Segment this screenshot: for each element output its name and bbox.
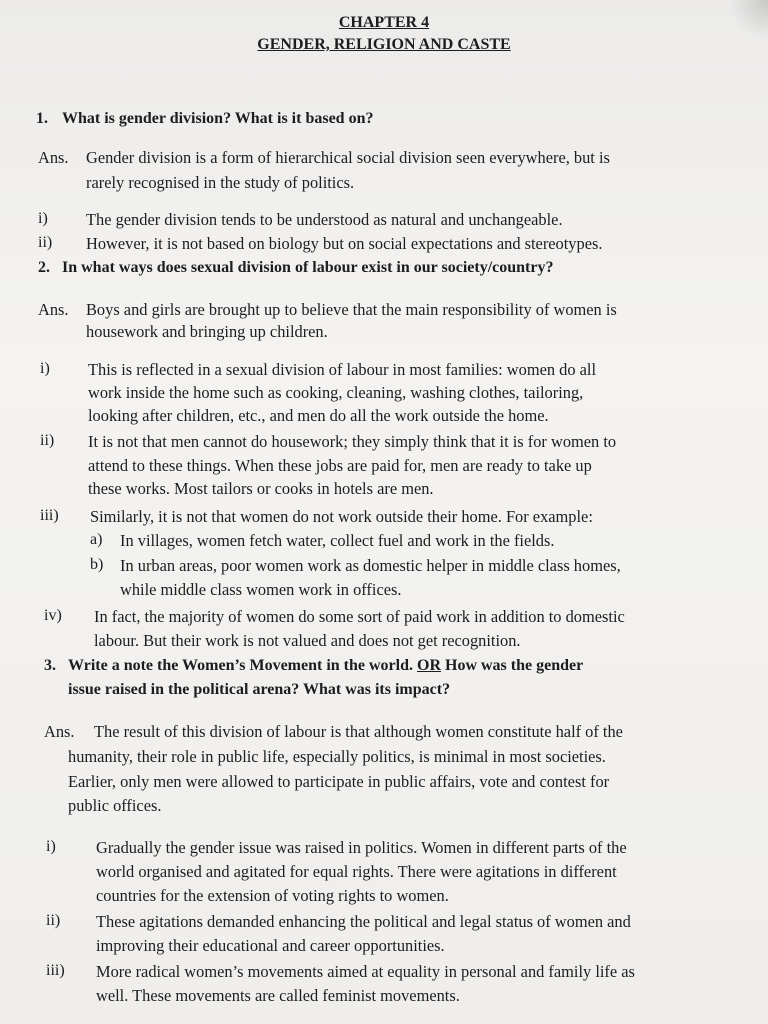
q2-point-text: looking after children, etc., and men do all the work outside the home.: [88, 406, 549, 425]
question-1-text: What is gender division? What is it based on?: [62, 110, 374, 127]
q2-point-text: Similarly, it is not that women do not work outside their home. For example:: [90, 507, 593, 526]
q1-point-text: The gender division tends to be understood as natural and unchangeable.: [86, 210, 563, 229]
q2-subpoint-text: In urban areas, poor women work as domestic helper in middle class homes,: [120, 556, 621, 575]
q3-point-text: These agitations demanded enhancing the political and legal status of women and: [96, 912, 631, 931]
q2-point-text: It is not that men cannot do housework; they simply think that it is for women to: [88, 432, 617, 451]
or-separator: OR: [417, 657, 441, 674]
q3-point-text: countries for the extension of voting rights to women.: [96, 886, 449, 905]
q1-point-text: However, it is not based on biology but on social expectations and stereotypes.: [86, 234, 603, 253]
q2-point-marker: i): [40, 360, 50, 377]
q3-answer-line: Earlier, only men were allowed to participate in public affairs, vote and contest for: [68, 772, 610, 791]
q3-point-text: More radical women’s movements aimed at equality in personal and family life as: [96, 962, 635, 981]
q3-answer-line: The result of this division of labour is that although women constitute half of the: [94, 722, 623, 741]
q2-point-text: these works. Most tailors or cooks in hotels are men.: [88, 479, 434, 498]
question-1-number: 1.: [36, 110, 48, 127]
q2-point-marker: iii): [40, 507, 59, 524]
q2-answer-line: housework and bringing up children.: [86, 322, 328, 341]
q2-point-marker: ii): [40, 432, 55, 449]
chapter-title: GENDER, RELIGION AND CASTE: [257, 36, 511, 53]
q3-point-marker: iii): [46, 962, 65, 979]
q3-point-marker: i): [46, 838, 56, 855]
q3-point-text: Gradually the gender issue was raised in politics. Women in different parts of the: [96, 838, 627, 857]
q1-point-marker: ii): [38, 234, 53, 251]
question-3-text: Write a note the Women’s Movement in the world. OR How was the gender: [68, 657, 584, 674]
question-3-text-line2: issue raised in the political arena? What was its impact?: [68, 681, 451, 698]
q3-answer-line: public offices.: [68, 796, 162, 815]
q2-point-text: In fact, the majority of women do some sort of paid work in addition to domestic: [94, 607, 625, 626]
q2-subpoint-marker: b): [90, 556, 104, 573]
q2-point-text: This is reflected in a sexual division of labour in most families: women do all: [88, 360, 597, 379]
q1-ans-label: Ans.: [38, 148, 69, 167]
q2-point-text: work inside the home such as cooking, cleaning, washing clothes, tailoring,: [88, 383, 584, 402]
q1-point-marker: i): [38, 210, 48, 227]
q3-ans-label: Ans.: [44, 722, 75, 741]
q2-point-text: attend to these things. When these jobs are paid for, men are ready to take up: [88, 456, 592, 475]
q3-point-text: well. These movements are called feminist movements.: [96, 986, 460, 1005]
q2-ans-label: Ans.: [38, 300, 69, 319]
q1-answer-line: rarely recognised in the study of politics.: [86, 173, 355, 192]
q2-subpoint-marker: a): [90, 531, 103, 548]
q2-point-marker: iv): [44, 607, 62, 624]
q3-point-text: improving their educational and career opportunities.: [96, 936, 445, 955]
question-2-number: 2.: [38, 259, 50, 276]
q2-subpoint-text: while middle class women work in offices.: [120, 580, 402, 599]
question-2-text: In what ways does sexual division of labour exist in our society/country?: [62, 259, 554, 276]
q2-point-text: labour. But their work is not valued and does not get recognition.: [94, 631, 521, 650]
q1-answer-line: Gender division is a form of hierarchical social division seen everywhere, but is: [86, 148, 610, 167]
question-3-number: 3.: [44, 657, 56, 674]
q2-subpoint-text: In villages, women fetch water, collect fuel and work in the fields.: [120, 531, 555, 550]
q3-point-marker: ii): [46, 912, 61, 929]
q3-answer-line: humanity, their role in public life, especially politics, is minimal in most societies.: [68, 747, 606, 766]
q2-answer-line: Boys and girls are brought up to believe that the main responsibility of women is: [86, 300, 617, 319]
q3-point-text: world organised and agitated for equal rights. There were agitations in different: [96, 862, 617, 881]
chapter-heading: CHAPTER 4: [338, 14, 430, 31]
